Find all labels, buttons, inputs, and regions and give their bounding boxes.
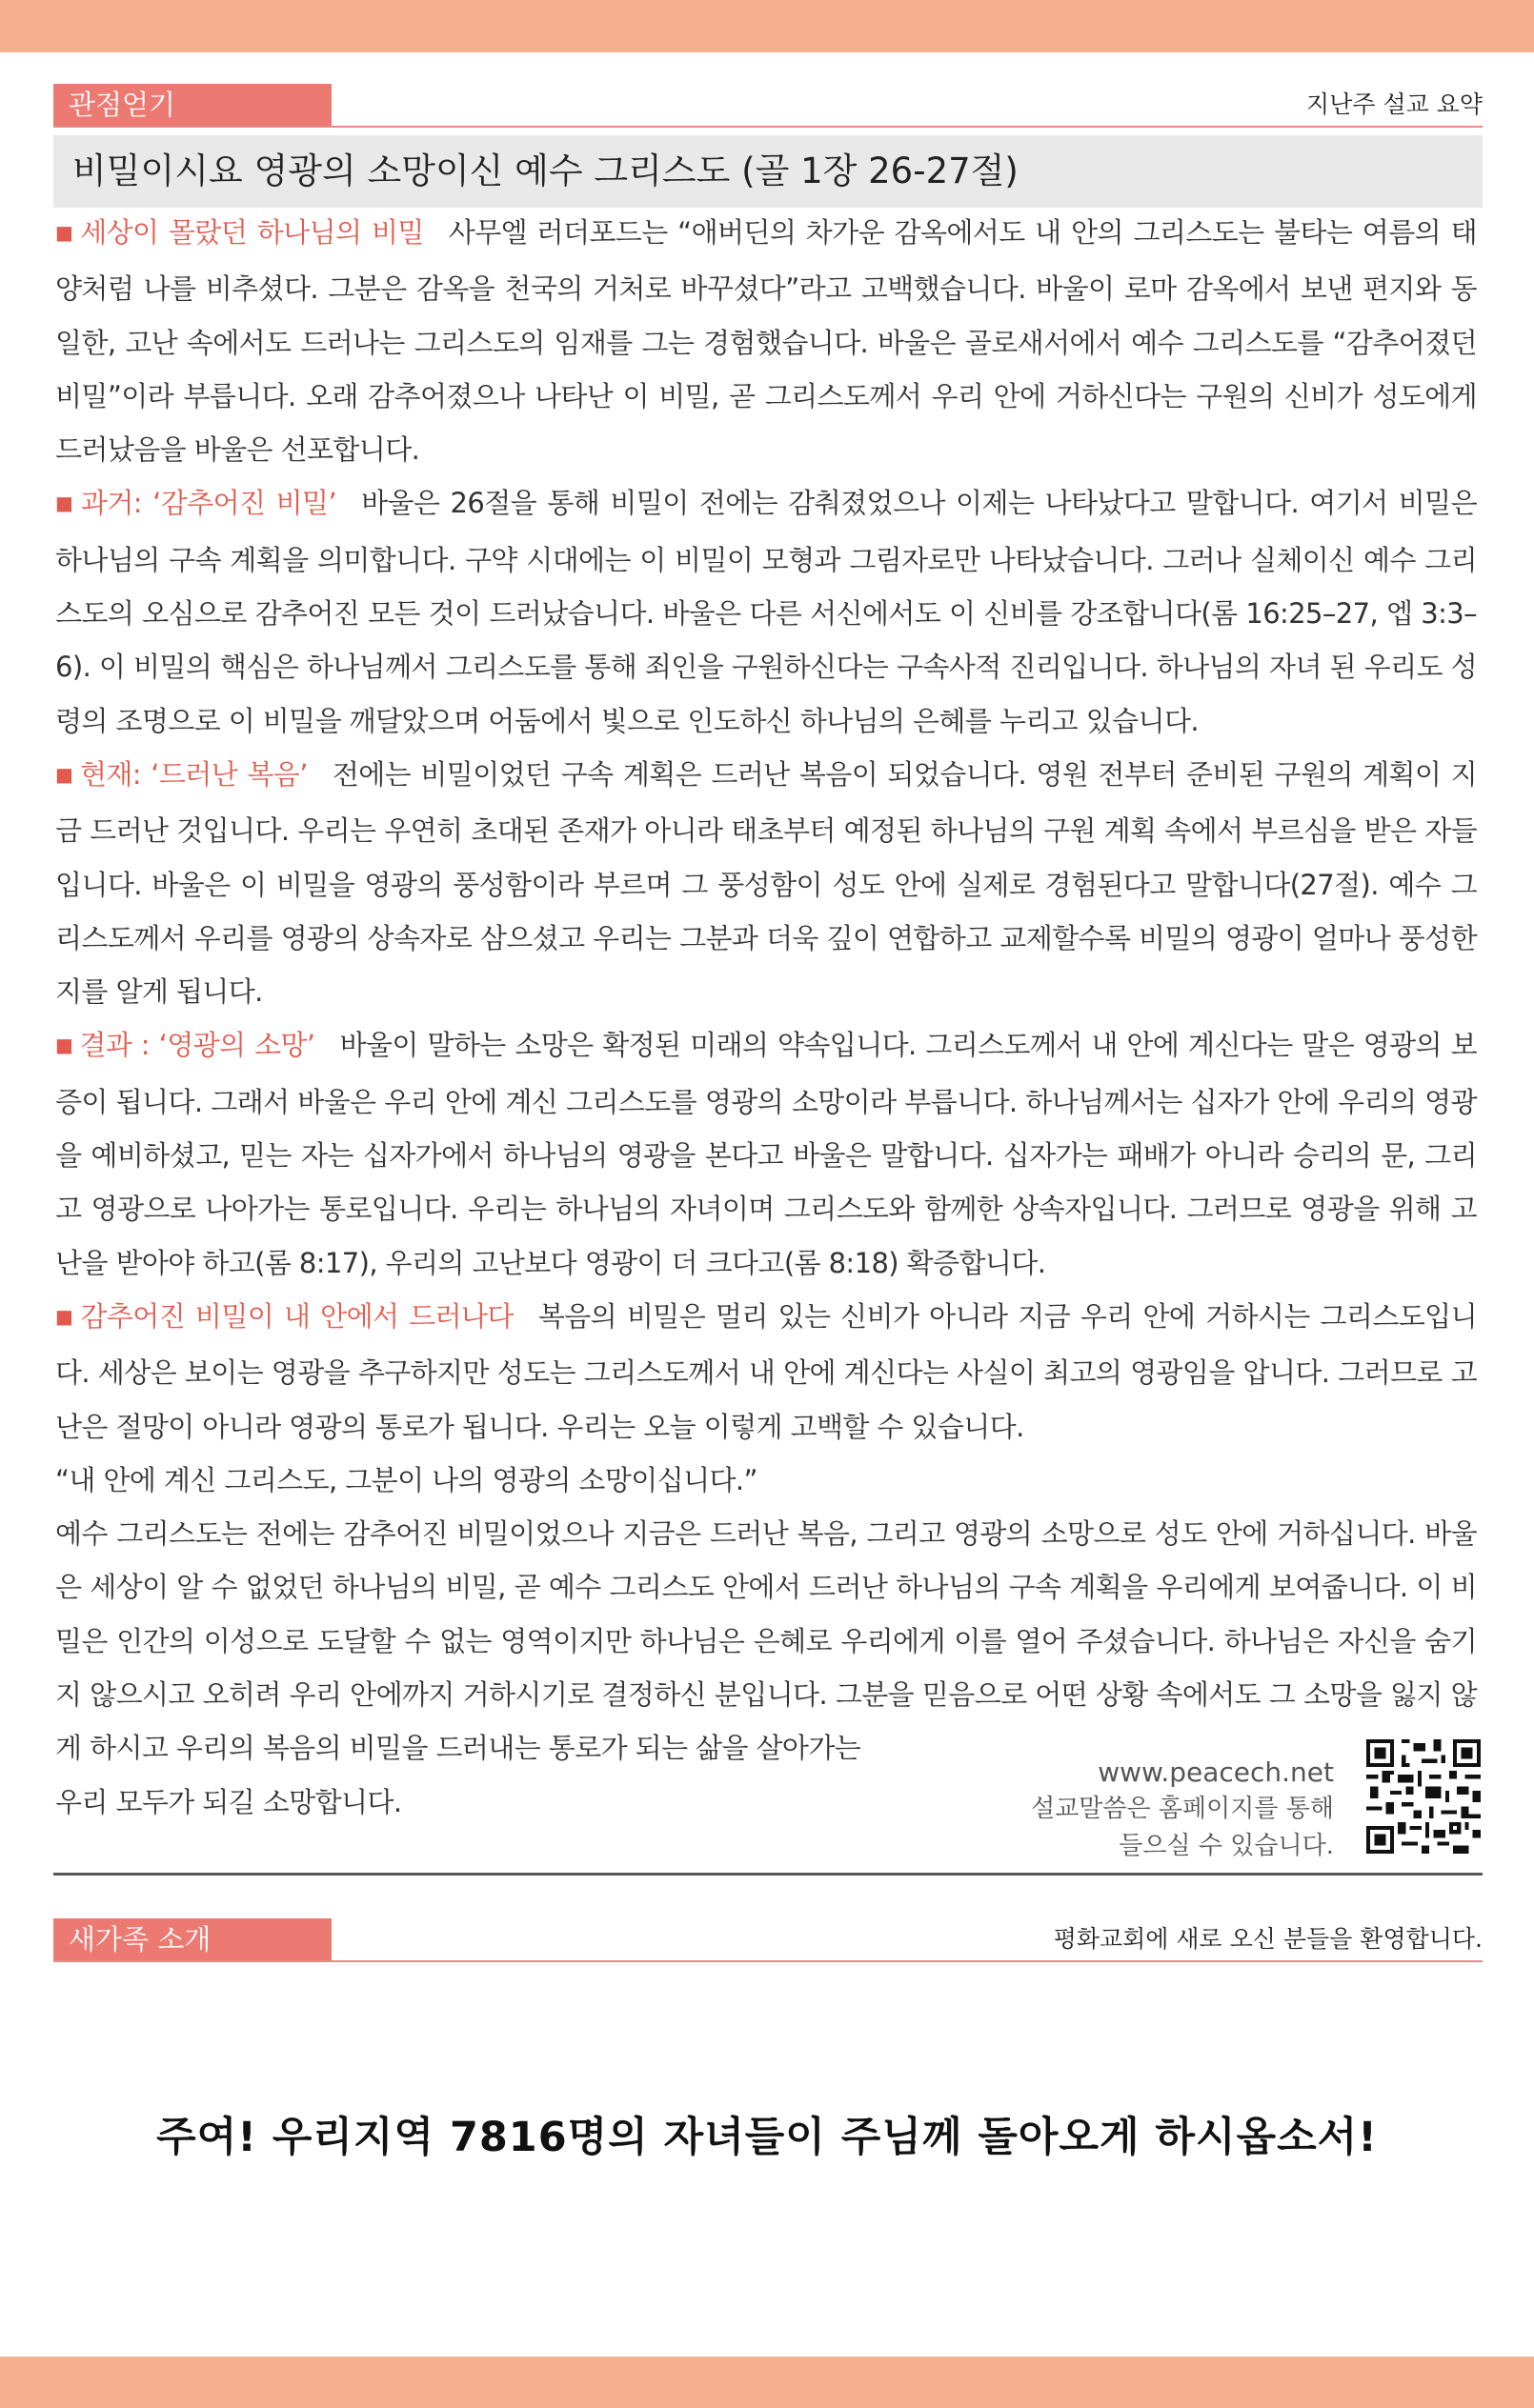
section-header-sermon	[53, 84, 1483, 128]
paragraph-heading	[55, 487, 336, 519]
top-band	[0, 0, 1534, 52]
paragraph-heading-text: 감추어진 비밀이 내 안에서 드러나다	[80, 1299, 514, 1333]
paragraph-text: “내 안에 계신 그리스도, 그분이 나의 영광의 소망이십니다.”	[55, 1463, 757, 1496]
section-subtitle: 지난주 설교 요약	[1306, 90, 1483, 118]
section-header-new-family	[53, 1918, 1483, 1962]
sermon-paragraph	[55, 1454, 1477, 1507]
homepage-url[interactable]: www.peacech.net	[1098, 1756, 1334, 1788]
sermon-paragraph	[55, 748, 1477, 1018]
paragraph-text: 우리 모두가 되길 소망합니다.	[55, 1785, 402, 1818]
paragraph-heading-text: 결과 : ‘영광의 소망’	[79, 1029, 315, 1062]
section-tab: 새가족 소개	[53, 1918, 332, 1960]
qr-code-icon[interactable]	[1366, 1739, 1481, 1854]
paragraph-heading	[55, 1029, 315, 1061]
paragraph-text: 사무엘 러더포드는 “애버딘의 차가운 감옥에서도 내 안의 그리스도는 불타는 여름의 태양처럼 나를 비추셨다. 그분은 감옥을 천국의 거처로 바꾸셨다”라고 고백했습니다. 바울이 로마 감옥에서 보낸 편지와 동일한, 고난 속에서도 드러나는 그리스도의 임재를 그는 경험했습니다. 바울은 골로새서에서 예수 그리스도를 “감추어졌던 비밀”이라 부릅니다. 오래 감추어졌으나 나타난 이 비밀, 곧 그리스도께서 우리 안에 거하신다는 구원의 신비가 성도에게 드러났음을 바울은 선포합니다.	[55, 216, 1477, 467]
section-divider	[53, 1873, 1483, 1876]
bullet-square-icon: ■	[55, 1033, 74, 1057]
sermon-paragraph	[55, 1507, 1477, 1775]
paragraph-text: 복음의 비밀은 멀리 있는 신비가 아니라 지금 우리 안에 거하시는 그리스도입니다. 세상은 보이는 영광을 추구하지만 성도는 그리스도께서 내 안에 계신다는 사실이 최고의 영광임을 압니다. 그러므로 고난은 절망이 아니라 영광의 통로가 됩니다. 우리는 오늘 이렇게 고백할 수 있습니다.	[55, 1299, 1477, 1443]
sermon-paragraph	[55, 206, 1477, 476]
homepage-line1: 설교말씀은 홈페이지를 통해	[1031, 1795, 1334, 1823]
paragraph-heading-text: 세상이 몰랐던 하나님의 비밀	[80, 216, 424, 249]
paragraph-heading-text: 현재: ‘드러난 복음’	[79, 757, 308, 791]
sermon-paragraph	[55, 1290, 1477, 1454]
paragraph-text: 바울이 말하는 소망은 확정된 미래의 약속입니다. 그리스도께서 내 안에 계신다는 말은 영광의 보증이 됩니다. 그래서 바울은 우리 안에 계신 그리스도를 영광의 소망이라 부릅니다. 하나님께서는 십자가 안에 우리의 영광을 예비하셨고, 믿는 자는 십자가에서 하나님의 영광을 본다고 바울은 말합니다. 십자가는 패배가 아니라 승리의 문, 그리고 영광으로 나아가는 통로입니다. 우리는 하나님의 자녀이며 그리스도와 함께한 상속자입니다. 그러므로 영광을 위해 고난을 받아야 하고(롬 8:17), 우리의 고난보다 영광이 더 크다고(롬 8:18) 확증합니다.	[55, 1029, 1478, 1279]
section-tab: 관점얻기	[53, 84, 332, 126]
paragraph-heading	[55, 216, 424, 249]
paragraph-heading-text: 과거: ‘감추어진 비밀’	[80, 487, 337, 520]
section-subtitle: 평화교회에 새로 오신 분들을 환영합니다.	[1053, 1925, 1483, 1953]
bullet-square-icon: ■	[55, 762, 74, 786]
bullet-square-icon: ■	[55, 492, 75, 515]
sermon-paragraph	[55, 1018, 1477, 1289]
paragraph-heading	[55, 758, 308, 791]
paragraph-text: 예수 그리스도는 전에는 감추어진 비밀이었으나 지금은 드러난 복음, 그리고 영광의 소망으로 성도 안에 거하십니다. 바울은 세상이 알 수 없었던 하나님의 비밀, 곧 예수 그리스도 안에서 드러난 하나님의 구속 계획을 우리에게 보여줍니다. 이 비밀은 인간의 이성으로 도달할 수 없는 영역이지만 하나님은 은혜로 우리에게 이를 열어 주셨습니다. 하나님은 자신을 숨기지 않으시고 오히려 우리 안에까지 거하시기로 결정하신 분입니다. 그분을 믿음으로 어떤 상황 속에서도 그 소망을 잃지 않게 하시고 우리의 복음의 비밀을 드러내는 통로가 되는 삶을 살아가는	[55, 1517, 1477, 1765]
paragraph-heading	[55, 1300, 514, 1333]
bottom-band	[0, 2357, 1534, 2408]
homepage-line2: 들으실 수 있습니다.	[1119, 1832, 1334, 1860]
sermon-title: 비밀이시요 영광의 소망이신 예수 그리스도 (골 1장 26-27절)	[53, 135, 1483, 208]
paragraph-text: 전에는 비밀이었던 구속 계획은 드러난 복음이 되었습니다. 영원 전부터 준비된 구원의 계획이 지금 드러난 것입니다. 우리는 우연히 초대된 존재가 아니라 태초부터 예정된 하나님의 구원 계획 속에서 부르심을 받은 자들입니다. 바울은 이 비밀을 영광의 풍성함이라 부르며 그 풍성함이 성도 안에 실제로 경험된다고 말합니다(27절). 예수 그리스도께서 우리를 영광의 상속자로 삼으셨고 우리는 그분과 더욱 깊이 연합하고 교제할수록 비밀의 영광이 얼마나 풍성한지를 알게 됩니다.	[55, 757, 1478, 1009]
prayer-slogan: 주여! 우리지역 7816명의 자녀들이 주님께 돌아오게 하시옵소서!	[156, 2114, 1378, 2161]
bullet-square-icon: ■	[55, 221, 75, 244]
sermon-body	[55, 206, 1477, 1829]
homepage-info	[1031, 1754, 1334, 1865]
sermon-paragraph	[55, 476, 1477, 747]
paragraph-text: 바울은 26절을 통해 비밀이 전에는 감춰졌었으나 이제는 나타났다고 말합니다. 여기서 비밀은 하나님의 구속 계획을 의미합니다. 구약 시대에는 이 비밀이 모형과 그림자로만 나타났습니다. 그러나 실체이신 예수 그리스도의 오심으로 감추어진 모든 것이 드러났습니다. 바울은 다른 서신에서도 이 신비를 강조합니다(롬 16:25–27, 엡 3:3–6). 이 비밀의 핵심은 하나님께서 그리스도를 통해 죄인을 구원하신다는 구속사적 진리입니다. 하나님의 자녀 된 우리도 성령의 조명으로 이 비밀을 깨달았으며 어둠에서 빛으로 인도하신 하나님의 은혜를 누리고 있습니다.	[55, 487, 1477, 737]
bullet-square-icon: ■	[55, 1304, 75, 1328]
